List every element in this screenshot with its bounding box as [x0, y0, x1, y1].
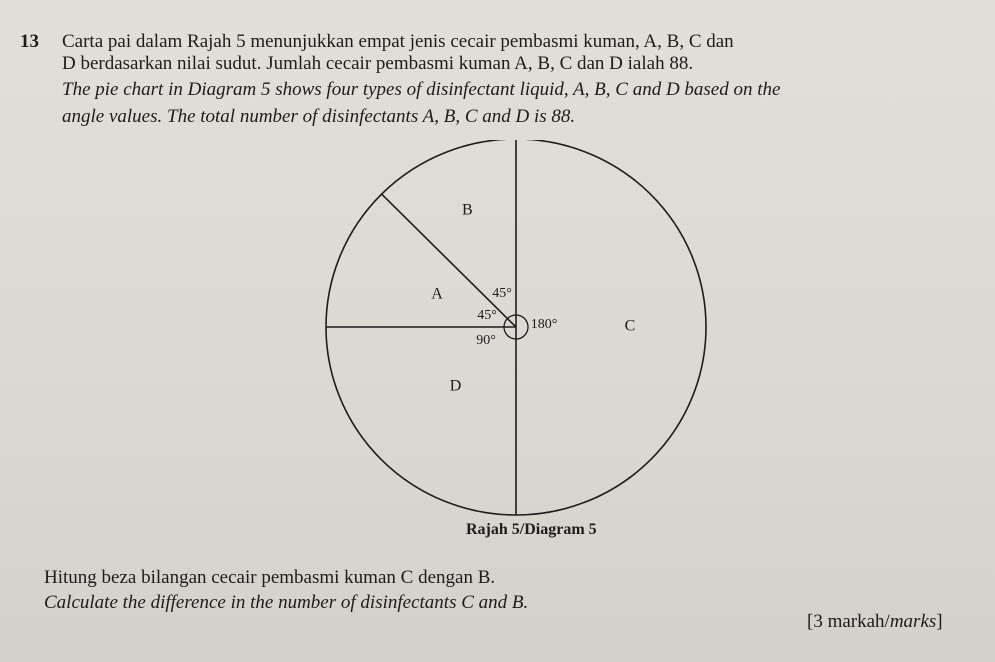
question-text-english-line-2: angle values. The total number of disinfectants A, B, C and D is 88.: [62, 106, 576, 127]
question-text-english-line-1: The pie chart in Diagram 5 shows four types of disinfectant liquid, A, B, C and D based on the: [62, 79, 781, 100]
pie-group: [326, 140, 706, 515]
slice-label-a: A: [431, 285, 443, 303]
task-text-malay: Hitung beza bilangan cecair pembasmi kuman C dengan B.: [44, 567, 496, 588]
angle-arc: [504, 319, 508, 328]
angle-label-c: 180°: [530, 317, 558, 333]
angle-arc: [504, 327, 516, 339]
slice-label-b: B: [461, 201, 473, 219]
task-text-english: Calculate the difference in the number of disinfectants C and B.: [44, 592, 529, 613]
angle-label-d: 90°: [476, 333, 496, 349]
question-number: 13: [20, 31, 39, 52]
pie-chart: [300, 140, 720, 520]
question-text-malay-line-1: Carta pai dalam Rajah 5 menunjukkan empat jenis cecair pembasmi kuman, A, B, C dan: [62, 31, 734, 52]
marks-label: [3 markah/marks]: [807, 611, 943, 632]
slice-label-d: D: [449, 377, 462, 395]
angle-arc: [508, 315, 517, 319]
slice-label-c: C: [624, 317, 636, 335]
angle-label-b: 45°: [492, 286, 512, 302]
angle-label-a: 45°: [477, 308, 497, 324]
pie-radius-line: [382, 194, 516, 327]
angle-arc: [516, 315, 528, 339]
diagram-caption: Rajah 5/Diagram 5: [466, 521, 597, 538]
question-text-malay-line-2: D berdasarkan nilai sudut. Jumlah cecair pembasmi kuman A, B, C dan D ialah 88.: [62, 53, 694, 74]
